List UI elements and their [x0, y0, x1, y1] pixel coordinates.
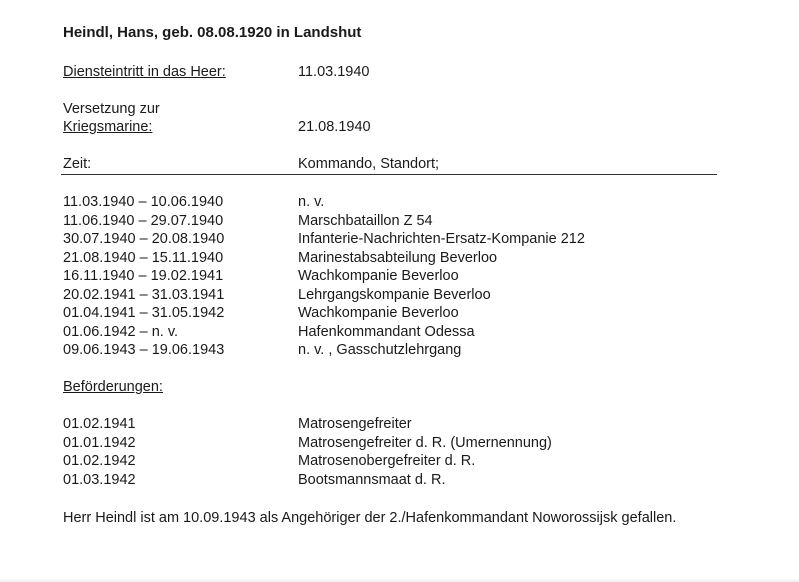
table-header-rule	[61, 174, 717, 175]
promotion-date: 01.01.1942	[63, 434, 136, 451]
assignment-unit: Hafenkommandant Odessa	[298, 323, 475, 340]
assignment-period: 01.04.1941 – 31.05.1942	[63, 305, 225, 321]
assignment-unit: Marschbataillon Z 54	[298, 212, 433, 229]
promotion-rank: Matrosengefreiter d. R. (Umernennung)	[298, 434, 552, 451]
assignment-row	[0, 268, 799, 286]
assignment-period: 11.06.1940 – 29.07.1940	[63, 212, 224, 229]
promotion-date: 01.03.1942	[63, 471, 136, 488]
assignment-row	[0, 213, 799, 231]
table-header-kommando: Kommando, Standort;	[298, 156, 440, 172]
assignment-row	[0, 324, 799, 342]
assignment-row	[0, 194, 799, 212]
promotion-row	[0, 453, 799, 471]
promotion-rank: Matrosengefreiter	[298, 416, 412, 432]
assignment-unit: n. v. , Gasschutzlehrgang	[298, 342, 462, 358]
promotion-rank: Bootsmannsmaat d. R.	[298, 471, 446, 488]
assignment-unit: Lehrgangskompanie Beverloo	[298, 286, 491, 303]
closing-statement: Herr Heindl ist am 10.09.1943 als Angehöriger der 2./Hafenkommandant Noworossijsk gefallen.	[63, 510, 677, 526]
assignment-period: 09.06.1943 – 19.06.1943	[63, 342, 225, 358]
assignment-period: 21.08.1940 – 15.11.1940	[63, 249, 224, 266]
assignment-row	[0, 342, 799, 360]
document-title: Heindl, Hans, geb. 08.08.1920 in Landshut	[63, 24, 362, 41]
versetzung-label-line2: Kriegsmarine:	[63, 119, 153, 135]
assignment-period: 11.03.1940 – 10.06.1940	[63, 194, 224, 210]
dienstantritt-value: 11.03.1940	[298, 64, 370, 80]
assignment-unit: n. v.	[298, 194, 325, 210]
scan-edge	[0, 578, 799, 582]
assignment-row	[0, 287, 799, 305]
assignment-period: 30.07.1940 – 20.08.1940	[63, 231, 225, 247]
befoerderungen-heading: Beförderungen:	[63, 379, 163, 395]
promotion-date: 01.02.1941	[63, 416, 136, 432]
assignment-unit: Infanterie-Nachrichten-Ersatz-Kompanie 212	[298, 231, 585, 247]
assignment-period: 20.02.1941 – 31.03.1941	[63, 286, 225, 303]
dienstantritt-label: Diensteintritt in das Heer:	[63, 64, 226, 80]
assignment-unit: Wachkompanie Beverloo	[298, 268, 459, 284]
assignment-row	[0, 231, 799, 249]
table-header-zeit: Zeit:	[63, 156, 92, 172]
promotion-row	[0, 435, 799, 453]
promotion-date: 01.02.1942	[63, 453, 136, 469]
versetzung-label-line1: Versetzung zur	[63, 101, 160, 117]
assignment-row	[0, 305, 799, 323]
versetzung-value: 21.08.1940	[298, 119, 371, 135]
assignment-period: 01.06.1942 – n. v.	[63, 323, 179, 340]
assignment-row	[0, 250, 799, 268]
assignment-unit: Wachkompanie Beverloo	[298, 305, 459, 321]
promotion-row	[0, 416, 799, 434]
assignment-period: 16.11.1940 – 19.02.1941	[63, 268, 224, 284]
promotion-row	[0, 472, 799, 490]
assignment-unit: Marinestabsabteilung Beverloo	[298, 249, 498, 266]
promotion-rank: Matrosenobergefreiter d. R.	[298, 453, 476, 469]
